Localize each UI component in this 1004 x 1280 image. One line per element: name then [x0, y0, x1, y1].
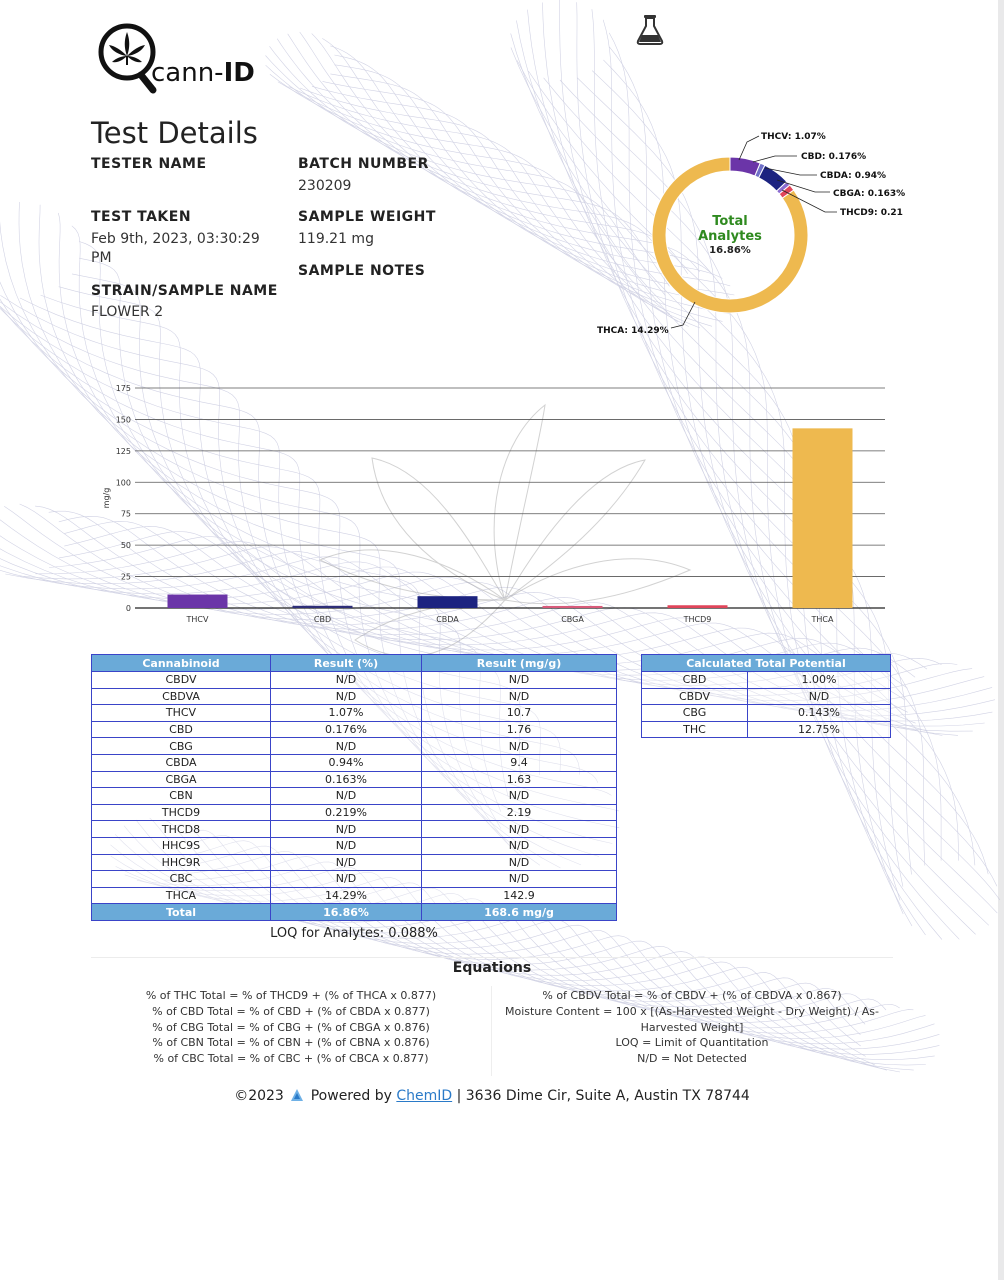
table-header-row [92, 655, 617, 672]
total-cell: 168.6 mg/g [422, 904, 617, 921]
table-cell: 2.19 [422, 804, 617, 821]
table-cell: N/D [271, 788, 422, 805]
tester-name-label: TESTER NAME [91, 156, 207, 172]
donut-label-thca: THCA: 14.29% [597, 326, 669, 336]
column-header: Result (%) [271, 655, 422, 672]
donut-label-cbga: CBGA: 0.163% [833, 189, 906, 199]
bar-cbd [293, 606, 353, 608]
equation-line: % of CBC Total = % of CBC + (% of CBCA x 0.877) [153, 1052, 429, 1066]
bar-thca [793, 428, 853, 608]
table-cell: N/D [271, 738, 422, 755]
donut-label-cbd: CBD: 0.176% [801, 152, 867, 162]
table-row [642, 672, 891, 689]
equation-line: Moisture Content = 100 x [(As-Harvested Weight - Dry Weight) / As- [504, 1004, 880, 1018]
table-cell: 9.4 [422, 754, 617, 771]
table-row [92, 738, 617, 755]
test-taken-value: Feb 9th, 2023, 03:30:29 [91, 231, 260, 247]
equation-line: Harvested Weight] [640, 1020, 744, 1034]
table-total-row [92, 904, 617, 921]
table-row [642, 705, 891, 722]
table-row [92, 672, 617, 689]
equation-line: % of CBG Total = % of CBG + (% of CBGA x 0.876) [152, 1020, 430, 1034]
table-row [92, 771, 617, 788]
table-cell: N/D [422, 837, 617, 854]
bar-thcv [168, 595, 228, 608]
table-row [92, 887, 617, 904]
equation-line: % of CBDV Total = % of CBDV + (% of CBDVA x 0.867) [542, 989, 842, 1002]
table-row [92, 788, 617, 805]
strain-label: STRAIN/SAMPLE NAME [91, 283, 278, 299]
powered-by-text: Powered by [310, 1088, 392, 1104]
table-row [92, 721, 617, 738]
total-cell: 16.86% [271, 904, 422, 921]
table-cell: 1.07% [271, 705, 422, 722]
table-cell: N/D [422, 672, 617, 689]
y-tick-label: 75 [120, 509, 131, 519]
x-tick-label: CBDA [436, 615, 459, 624]
equations-left-column [91, 988, 491, 1067]
table-cell: CBDV [92, 672, 271, 689]
y-tick-label: 125 [115, 446, 131, 456]
y-axis-label: mg/g [102, 487, 111, 509]
analytes-donut-chart [585, 120, 915, 345]
table-cell: THCD9 [92, 804, 271, 821]
table-cell: N/D [271, 672, 422, 689]
table-cell: 12.75% [748, 721, 891, 738]
x-tick-label: CBGA [561, 615, 584, 624]
table-cell: CBG [92, 738, 271, 755]
loq-note: LOQ for Analytes: 0.088% [270, 926, 438, 941]
table-cell: 0.176% [271, 721, 422, 738]
table-row [92, 705, 617, 722]
total-potential-table [641, 654, 891, 738]
table-cell: HHC9S [92, 837, 271, 854]
table-cell: N/D [271, 854, 422, 871]
equations-right-column [492, 988, 892, 1067]
test-taken-value-time: PM [91, 250, 112, 266]
bar-cbga [543, 606, 603, 608]
sample-weight-label: SAMPLE WEIGHT [298, 209, 436, 225]
table-cell: 0.94% [271, 754, 422, 771]
address-text: | 3636 Dime Cir, Suite A, Austin TX 78744 [456, 1088, 750, 1104]
divider [91, 957, 893, 958]
table-cell: N/D [422, 788, 617, 805]
cann-id-logo [97, 18, 255, 98]
table-cell: THCV [92, 705, 271, 722]
sample-notes-label: SAMPLE NOTES [298, 263, 426, 279]
table-cell: N/D [748, 688, 891, 705]
batch-number-label: BATCH NUMBER [298, 156, 429, 172]
table-cell: 0.219% [271, 804, 422, 821]
copyright: ©2023 [234, 1088, 284, 1104]
donut-center-title: Total [712, 214, 748, 229]
table-header-row [642, 655, 891, 672]
column-header: Result (mg/g) [422, 655, 617, 672]
table-row [92, 854, 617, 871]
table-cell: CBN [92, 788, 271, 805]
equations-title: Equations [452, 960, 532, 976]
table-cell: CBG [642, 705, 748, 722]
bar-thcd9 [668, 605, 728, 608]
test-taken-label: TEST TAKEN [91, 209, 192, 225]
donut-label-thcv: THCV: 1.07% [761, 132, 826, 142]
y-tick-label: 0 [125, 604, 131, 613]
x-tick-label: THCD9 [683, 615, 712, 624]
bar-cbda [418, 596, 478, 608]
table-cell: 0.163% [271, 771, 422, 788]
page-title: Test Details [91, 116, 258, 150]
table-cell: CBDA [92, 754, 271, 771]
table-cell: N/D [271, 871, 422, 888]
donut-center-subtitle: Analytes [698, 229, 762, 244]
table-cell: 142.9 [422, 887, 617, 904]
donut-label-thcd9: THCD9: 0.21 [840, 208, 903, 218]
flask-icon [635, 14, 665, 46]
table-cell: 1.63 [422, 771, 617, 788]
y-tick-label: 50 [120, 541, 131, 551]
table-cell: N/D [422, 854, 617, 871]
table-cell: CBD [642, 672, 748, 689]
table-cell: 0.143% [748, 705, 891, 722]
table-cell: CBC [92, 871, 271, 888]
table-cell: 1.76 [422, 721, 617, 738]
table-row [92, 821, 617, 838]
total-cell: Total [92, 904, 271, 921]
equation-line: LOQ = Limit of Quantitation [615, 1036, 769, 1050]
equation-line: % of THC Total = % of THCD9 + (% of THCA x 0.877) [145, 989, 437, 1002]
column-header: Cannabinoid [92, 655, 271, 672]
table-row [92, 837, 617, 854]
x-tick-label: THCA [811, 615, 834, 624]
table-cell: 14.29% [271, 887, 422, 904]
table-cell: CBGA [92, 771, 271, 788]
x-tick-label: CBD [313, 615, 332, 624]
y-tick-label: 175 [115, 384, 131, 393]
y-tick-label: 25 [120, 572, 131, 582]
y-tick-label: 150 [115, 415, 131, 425]
table-row [642, 721, 891, 738]
logo-text: cann-ID [151, 58, 255, 88]
sample-weight-value: 119.21 mg [298, 231, 374, 247]
table-row [92, 871, 617, 888]
equation-line: % of CBN Total = % of CBN + (% of CBNA x 0.876) [152, 1036, 430, 1050]
table-cell: N/D [422, 821, 617, 838]
donut-center-value: 16.86% [709, 245, 751, 256]
y-tick-label: 100 [115, 478, 131, 488]
table-cell: N/D [271, 821, 422, 838]
table-cell: N/D [422, 688, 617, 705]
table-cell: 10.7 [422, 705, 617, 722]
table-cell: CBD [92, 721, 271, 738]
equation-line: % of CBD Total = % of CBD + (% of CBDA x 0.877) [152, 1004, 430, 1018]
donut-label-cbda: CBDA: 0.94% [820, 171, 887, 181]
table-row [92, 754, 617, 771]
table-cell: THCA [92, 887, 271, 904]
table-row [642, 688, 891, 705]
table-row [92, 804, 617, 821]
strain-value: FLOWER 2 [91, 304, 164, 320]
x-tick-label: THCV [186, 615, 209, 624]
table-cell: N/D [422, 738, 617, 755]
chemid-logo-icon [290, 1088, 304, 1102]
footer [91, 1088, 893, 1104]
table-cell: N/D [271, 837, 422, 854]
table-cell: 1.00% [748, 672, 891, 689]
table-cell: THC [642, 721, 748, 738]
table-cell: N/D [271, 688, 422, 705]
equation-line: N/D = Not Detected [637, 1052, 747, 1066]
column-header: Calculated Total Potential [642, 655, 891, 672]
table-row [92, 688, 617, 705]
table-cell: HHC9R [92, 854, 271, 871]
cannabinoid-bar-chart [95, 380, 895, 630]
cannabinoid-results-table [91, 654, 617, 921]
table-cell: CBDV [642, 688, 748, 705]
chemid-link[interactable]: ChemID [396, 1088, 453, 1104]
table-cell: N/D [422, 871, 617, 888]
batch-number-value: 230209 [298, 178, 352, 194]
table-cell: THCD8 [92, 821, 271, 838]
table-cell: CBDVA [92, 688, 271, 705]
